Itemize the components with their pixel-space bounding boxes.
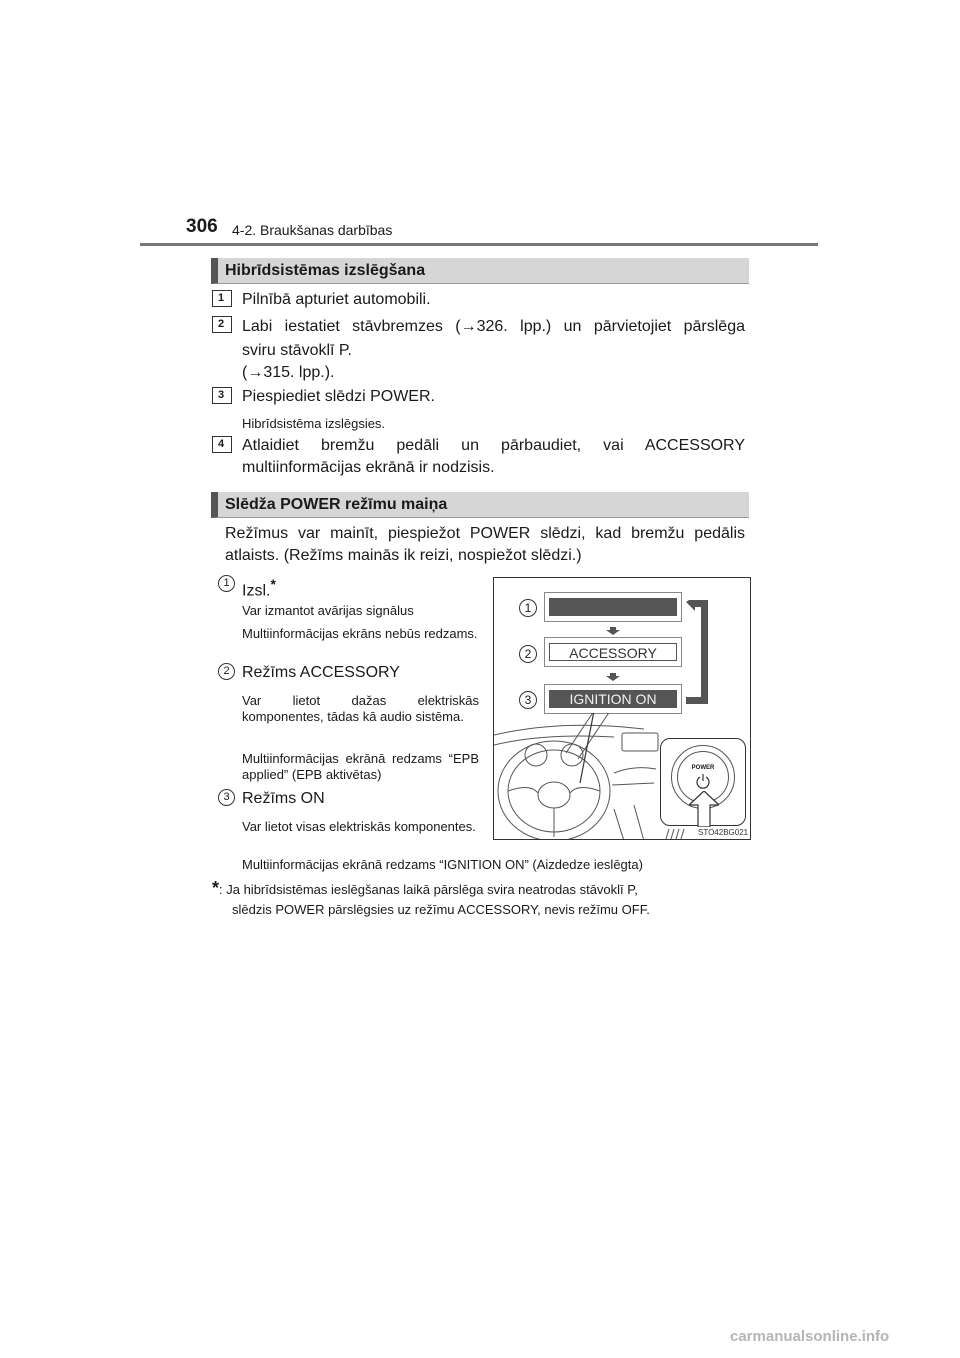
figure-circle-1: 1 — [519, 599, 537, 617]
mode-number-3: 3 — [218, 789, 235, 806]
footnote-line2: slēdzis POWER pārslēgsies uz režīmu ACCESSORY, nevis režīmu OFF. — [232, 902, 650, 917]
power-symbol-icon — [695, 773, 711, 789]
section-header: 4-2. Braukšanas darbības — [232, 222, 393, 238]
display-label-accessory: ACCESSORY — [549, 643, 677, 661]
power-button-label: POWER — [691, 765, 715, 771]
press-arrow-icon — [689, 791, 719, 827]
section-title-power-modes: Slēdža POWER režīmu maiņa — [211, 492, 749, 518]
cycle-arrow-icon — [686, 600, 718, 708]
mode-3-note-1: Var lietot visas elektriskās komponentes. — [242, 819, 476, 834]
mode-1-note-1: Var izmantot avārijas signālus — [242, 603, 414, 618]
arrow-down-icon — [606, 673, 620, 681]
step-text-4-line2: multiinformācijas ekrānā ir nodzisis. — [242, 459, 495, 476]
power-switch-illustration — [493, 577, 751, 840]
asterisk-marker: * — [270, 576, 276, 592]
display-blank — [549, 598, 677, 616]
display-label-ignition-on: IGNITION ON — [549, 690, 677, 708]
step-number-2: 2 — [212, 316, 232, 333]
mode-title-off-text: Izsl. — [242, 582, 271, 600]
step-text-2-line2: sviru stāvoklī P. — [242, 342, 352, 359]
step-note-3: Hibrīdsistēma izslēgsies. — [242, 416, 386, 431]
mode-number-1: 1 — [218, 575, 235, 592]
section-title-hybrid-off: Hibrīdsistēmas izslēgšana — [211, 258, 749, 284]
step-text-2-line3: (→315. lpp.). — [242, 364, 335, 381]
figure-circle-3: 3 — [519, 691, 537, 709]
watermark-text: carmanualsonline.info — [730, 1328, 890, 1345]
intro-line2: atlaists. (Režīms mainās ik reizi, nospiežot slēdzi.) — [225, 547, 582, 564]
display-panel-off — [544, 592, 682, 622]
mode-number-2: 2 — [218, 663, 235, 680]
step-number-4: 4 — [212, 436, 232, 453]
step-text-2-line1: Labi iestatiet stāvbremzes (→326. lpp.) un pārvietojiet pārslēga — [242, 318, 745, 335]
footnote-line1 — [212, 880, 638, 898]
mode-title-on: Režīms ON — [242, 790, 325, 807]
intro-line1: Režīmus var mainīt, piespiežot POWER slēdzi, kad bremžu pedālis — [225, 525, 745, 542]
step-number-1: 1 — [212, 290, 232, 307]
mode-1-note-2: Multiinformācijas ekrāns nebūs redzams. — [242, 626, 478, 641]
footnote-marker: * — [212, 878, 220, 898]
mode-title-accessory: Režīms ACCESSORY — [242, 664, 400, 681]
display-panel-accessory — [544, 637, 682, 667]
step-text-3: Piespiediet slēdzi POWER. — [242, 388, 435, 405]
mode-2-note-2: Multiinformācijas ekrānā redzams “EPB applied” (EPB aktivētas) — [242, 751, 479, 782]
page-number: 306 — [186, 216, 218, 237]
step-text-4-line1: Atlaidiet bremžu pedāli un pārbaudiet, vai ACCESSORY — [242, 437, 745, 454]
figure-code: STO42BG021 — [698, 828, 749, 837]
mode-2-note-1: Var lietot dažas elektriskās komponentes, tādas kā audio sistēma. — [242, 693, 479, 724]
step-text-1: Pilnībā apturiet automobili. — [242, 291, 431, 308]
display-panel-ignition-on — [544, 684, 682, 714]
footnote-text-1: : Ja hibrīdsistēmas ieslēgšanas laikā pārslēga svira neatrodas stāvoklī P, — [219, 882, 638, 897]
figure-circle-2: 2 — [519, 645, 537, 663]
mode-title-off — [242, 572, 472, 603]
power-switch-callout — [660, 738, 746, 826]
mode-3-note-2: Multiinformācijas ekrānā redzams “IGNITION ON” (Aizdedze ieslēgta) — [242, 857, 643, 872]
header-divider — [140, 243, 818, 246]
step-number-3: 3 — [212, 387, 232, 404]
arrow-down-icon — [606, 627, 620, 635]
